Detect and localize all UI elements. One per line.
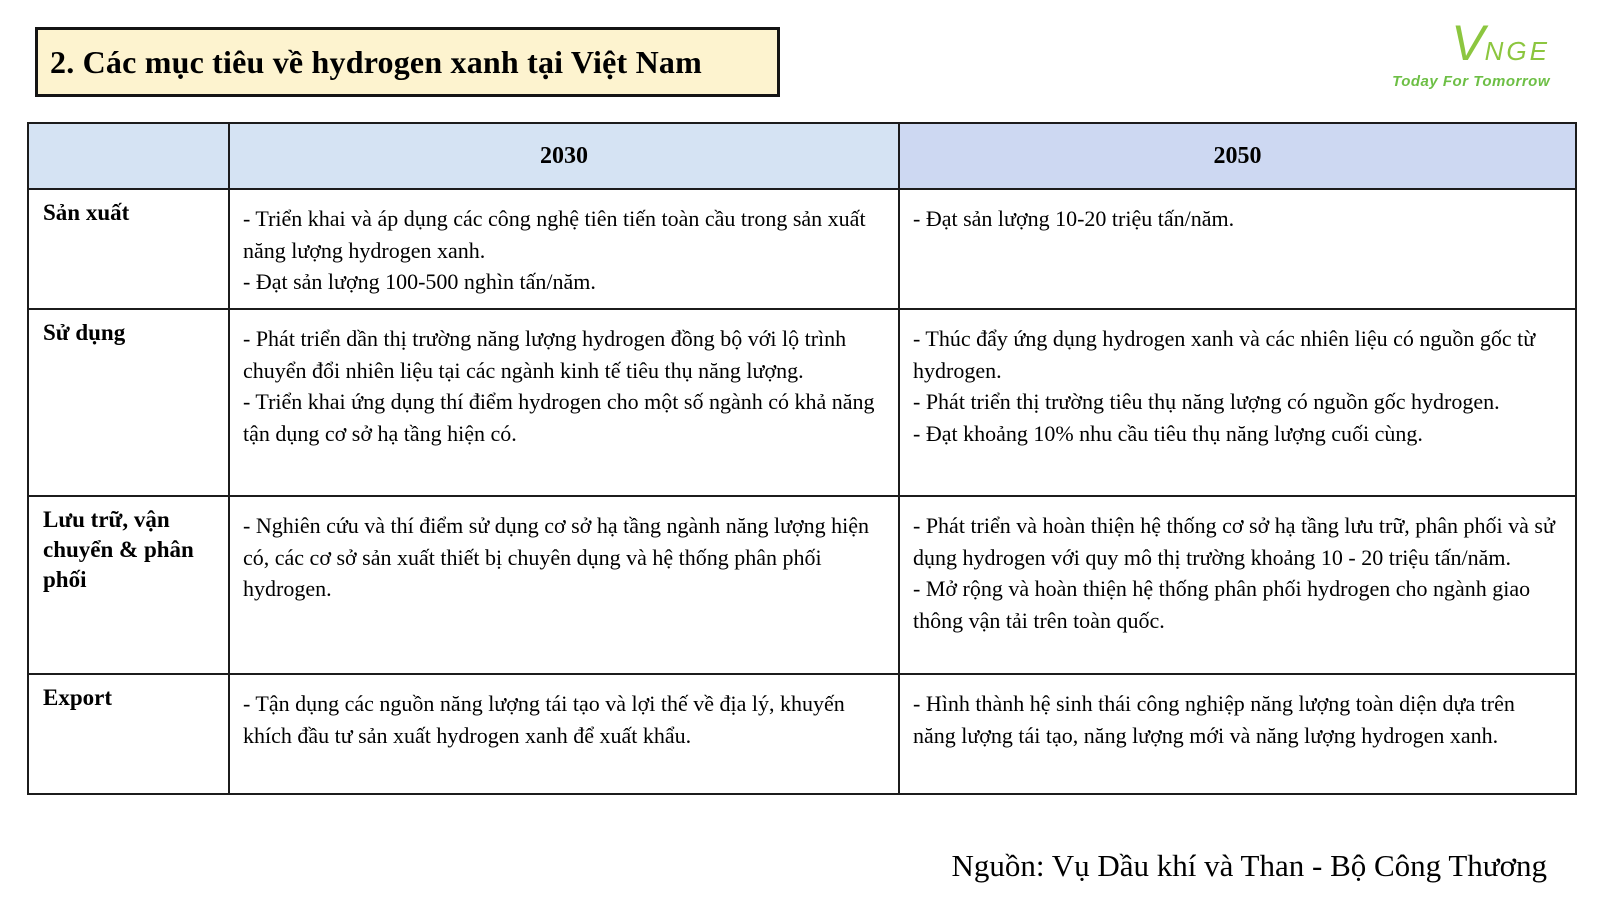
bullet-item: - Đạt sản lượng 100-500 nghìn tấn/năm. (243, 269, 596, 294)
source-caption: Nguồn: Vụ Dầu khí và Than - Bộ Công Thương (951, 848, 1547, 883)
cell-2050 (899, 309, 1576, 496)
bullet-item: - Nghiên cứu và thí điểm sử dụng cơ sở hạ tầng ngành năng lượng hiện có, các cơ sở sản xuất thiết bị chuyên dụng và hệ thống phân phối hydrogen. (243, 513, 870, 601)
row-label: Sử dụng (28, 309, 229, 496)
logo-v-mark: V (1451, 15, 1485, 71)
cell-2030 (229, 674, 899, 794)
bullet-item: - Phát triển thị trường tiêu thụ năng lượng có nguồn gốc hydrogen. (913, 389, 1500, 414)
header-2030: 2030 (229, 123, 899, 189)
bullet-item: - Đạt sản lượng 10-20 triệu tấn/năm. (913, 206, 1235, 231)
row-label: Export (28, 674, 229, 794)
slide-title-box (35, 27, 780, 97)
header-blank-cell (28, 123, 229, 189)
logo-name-text: NGE (1484, 36, 1550, 66)
bullet-item: - Hình thành hệ sinh thái công nghiệp năng lượng toàn diện dựa trên năng lượng tái tạo, năng lượng mới và năng lượng hydrogen xanh. (913, 691, 1515, 748)
bullet-item: - Mở rộng và hoàn thiện hệ thống phân phối hydrogen cho ngành giao thông vận tải trên toàn quốc. (913, 576, 1531, 633)
table-header-row (28, 123, 1576, 189)
cell-2050 (899, 496, 1576, 674)
bullet-item: - Phát triển dần thị trường năng lượng hydrogen đồng bộ với lộ trình chuyển đổi nhiên liệu tại các ngành kinh tế tiêu thụ năng lượng. (243, 326, 847, 383)
cell-2030 (229, 309, 899, 496)
bullet-item: - Triển khai và áp dụng các công nghệ tiên tiến toàn cầu trong sản xuất năng lượng hydrogen xanh. (243, 206, 866, 263)
bullet-item: - Đạt khoảng 10% nhu cầu tiêu thụ năng lượng cuối cùng. (913, 420, 1423, 446)
bullet-item: - Phát triển và hoàn thiện hệ thống cơ sở hạ tầng lưu trữ, phân phối và sử dụng hydrogen với quy mô thị trường khoảng 10 - 20 triệu tấn/năm. (913, 513, 1555, 570)
table-row-san-xuat (28, 189, 1576, 309)
row-label: Lưu trữ, vận chuyển & phân phối (28, 496, 229, 674)
cell-2030 (229, 189, 899, 309)
cell-2030 (229, 496, 899, 674)
bullet-item: - Triển khai ứng dụng thí điểm hydrogen cho một số ngành có khả năng tận dụng cơ sở hạ tầng hiện có. (243, 389, 875, 446)
logo-wordmark (1392, 15, 1550, 71)
slide-title: 2. Các mục tiêu về hydrogen xanh tại Việt Nam (50, 43, 702, 80)
cell-2050 (899, 674, 1576, 794)
table-row-luu-tru (28, 496, 1576, 674)
table-row-su-dung (28, 309, 1576, 496)
bullet-item: - Tận dụng các nguồn năng lượng tái tạo và lợi thế về địa lý, khuyến khích đầu tư sản xuất hydrogen xanh để xuất khẩu. (243, 691, 845, 748)
logo-tagline: Today For Tomorrow (1392, 73, 1550, 90)
vnge-logo (1392, 15, 1550, 90)
row-label: Sản xuất (28, 189, 229, 309)
bullet-item: - Thúc đẩy ứng dụng hydrogen xanh và các nhiên liệu có nguồn gốc từ hydrogen. (913, 326, 1536, 383)
hydrogen-targets-table (27, 122, 1577, 795)
cell-2050 (899, 189, 1576, 309)
table-row-export (28, 674, 1576, 794)
header-2050: 2050 (899, 123, 1576, 189)
